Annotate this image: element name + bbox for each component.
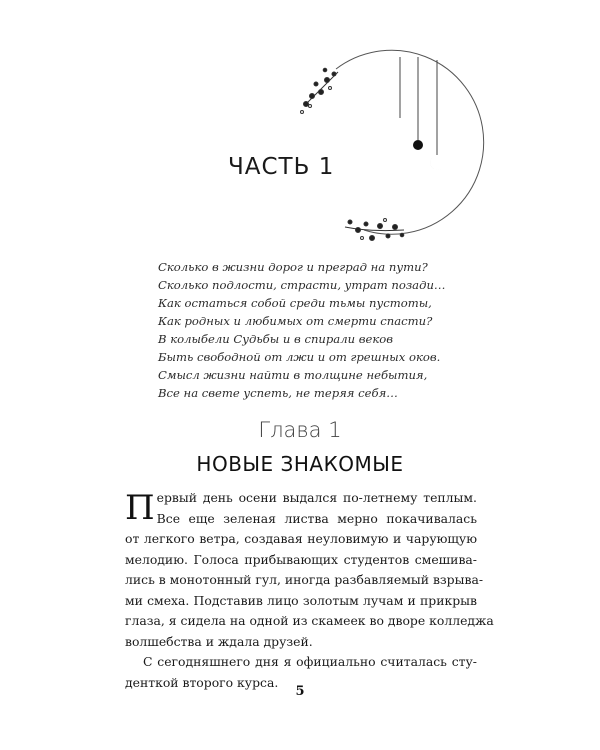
poem-line: Сколько в жизни дорог и преград на пути? <box>158 260 428 274</box>
poem-line: Быть свободной от лжи и от грешных оков. <box>158 350 441 364</box>
text-line: глаза, я сидела на одной из скамеек во дворе колледжа <box>125 613 494 628</box>
moon-orb-icon <box>413 140 423 150</box>
ornament-arc <box>336 50 484 234</box>
text-line: ми смеха. Подставив лицо золотым лучам и прикрыв <box>125 592 477 608</box>
page-number: 5 <box>295 684 305 699</box>
paragraph <box>125 488 494 652</box>
poem-line: Смысл жизни найти в толщине небытия, <box>158 368 428 382</box>
chapter-number: Глава 1 <box>258 418 342 442</box>
text-line: от легкого ветра, создавая неуловимую и чарующую <box>125 531 477 546</box>
crescent-moon-icon <box>430 156 441 170</box>
text-line: мелодию. Голоса прибывающих студентов смешива- <box>125 551 477 567</box>
text-line: ервый день осени выдался по-летнему теплым. <box>156 490 477 505</box>
text-line: волшебства и ждала друзей. <box>125 633 313 649</box>
epigraph-poem <box>158 258 446 402</box>
poem-line: Сколько подлости, страсти, утрат позади… <box>158 278 446 292</box>
text-line: денткой второго курса. <box>125 674 279 690</box>
chapter-body <box>125 488 494 693</box>
text-line: С сегодняшнего дня я официально считалась сту- <box>143 654 477 669</box>
text-line: Все еще зеленая листва мерно покачивалась <box>156 510 477 526</box>
berry-sprig-icon <box>301 68 339 113</box>
poem-line: В колыбели Судьбы и в спирали веков <box>158 332 394 346</box>
chapter-title: НОВЫЕ ЗНАКОМЫЕ <box>196 452 404 476</box>
poem-line: Как родных и любимых от смерти спасти? <box>158 314 433 328</box>
text-line: лись в монотонный гул, иногда разбавляемый взрыва- <box>125 572 484 587</box>
drop-cap: П <box>125 488 155 528</box>
poem-line: Все на свете успеть, не теряя себя… <box>158 386 398 400</box>
poem-line: Как остаться собой среди тьмы пустоты, <box>158 296 432 310</box>
part-title: ЧАСТЬ 1 <box>228 154 335 180</box>
berry-sprig-icon <box>345 219 404 241</box>
crescent-moon-icon <box>393 118 404 132</box>
